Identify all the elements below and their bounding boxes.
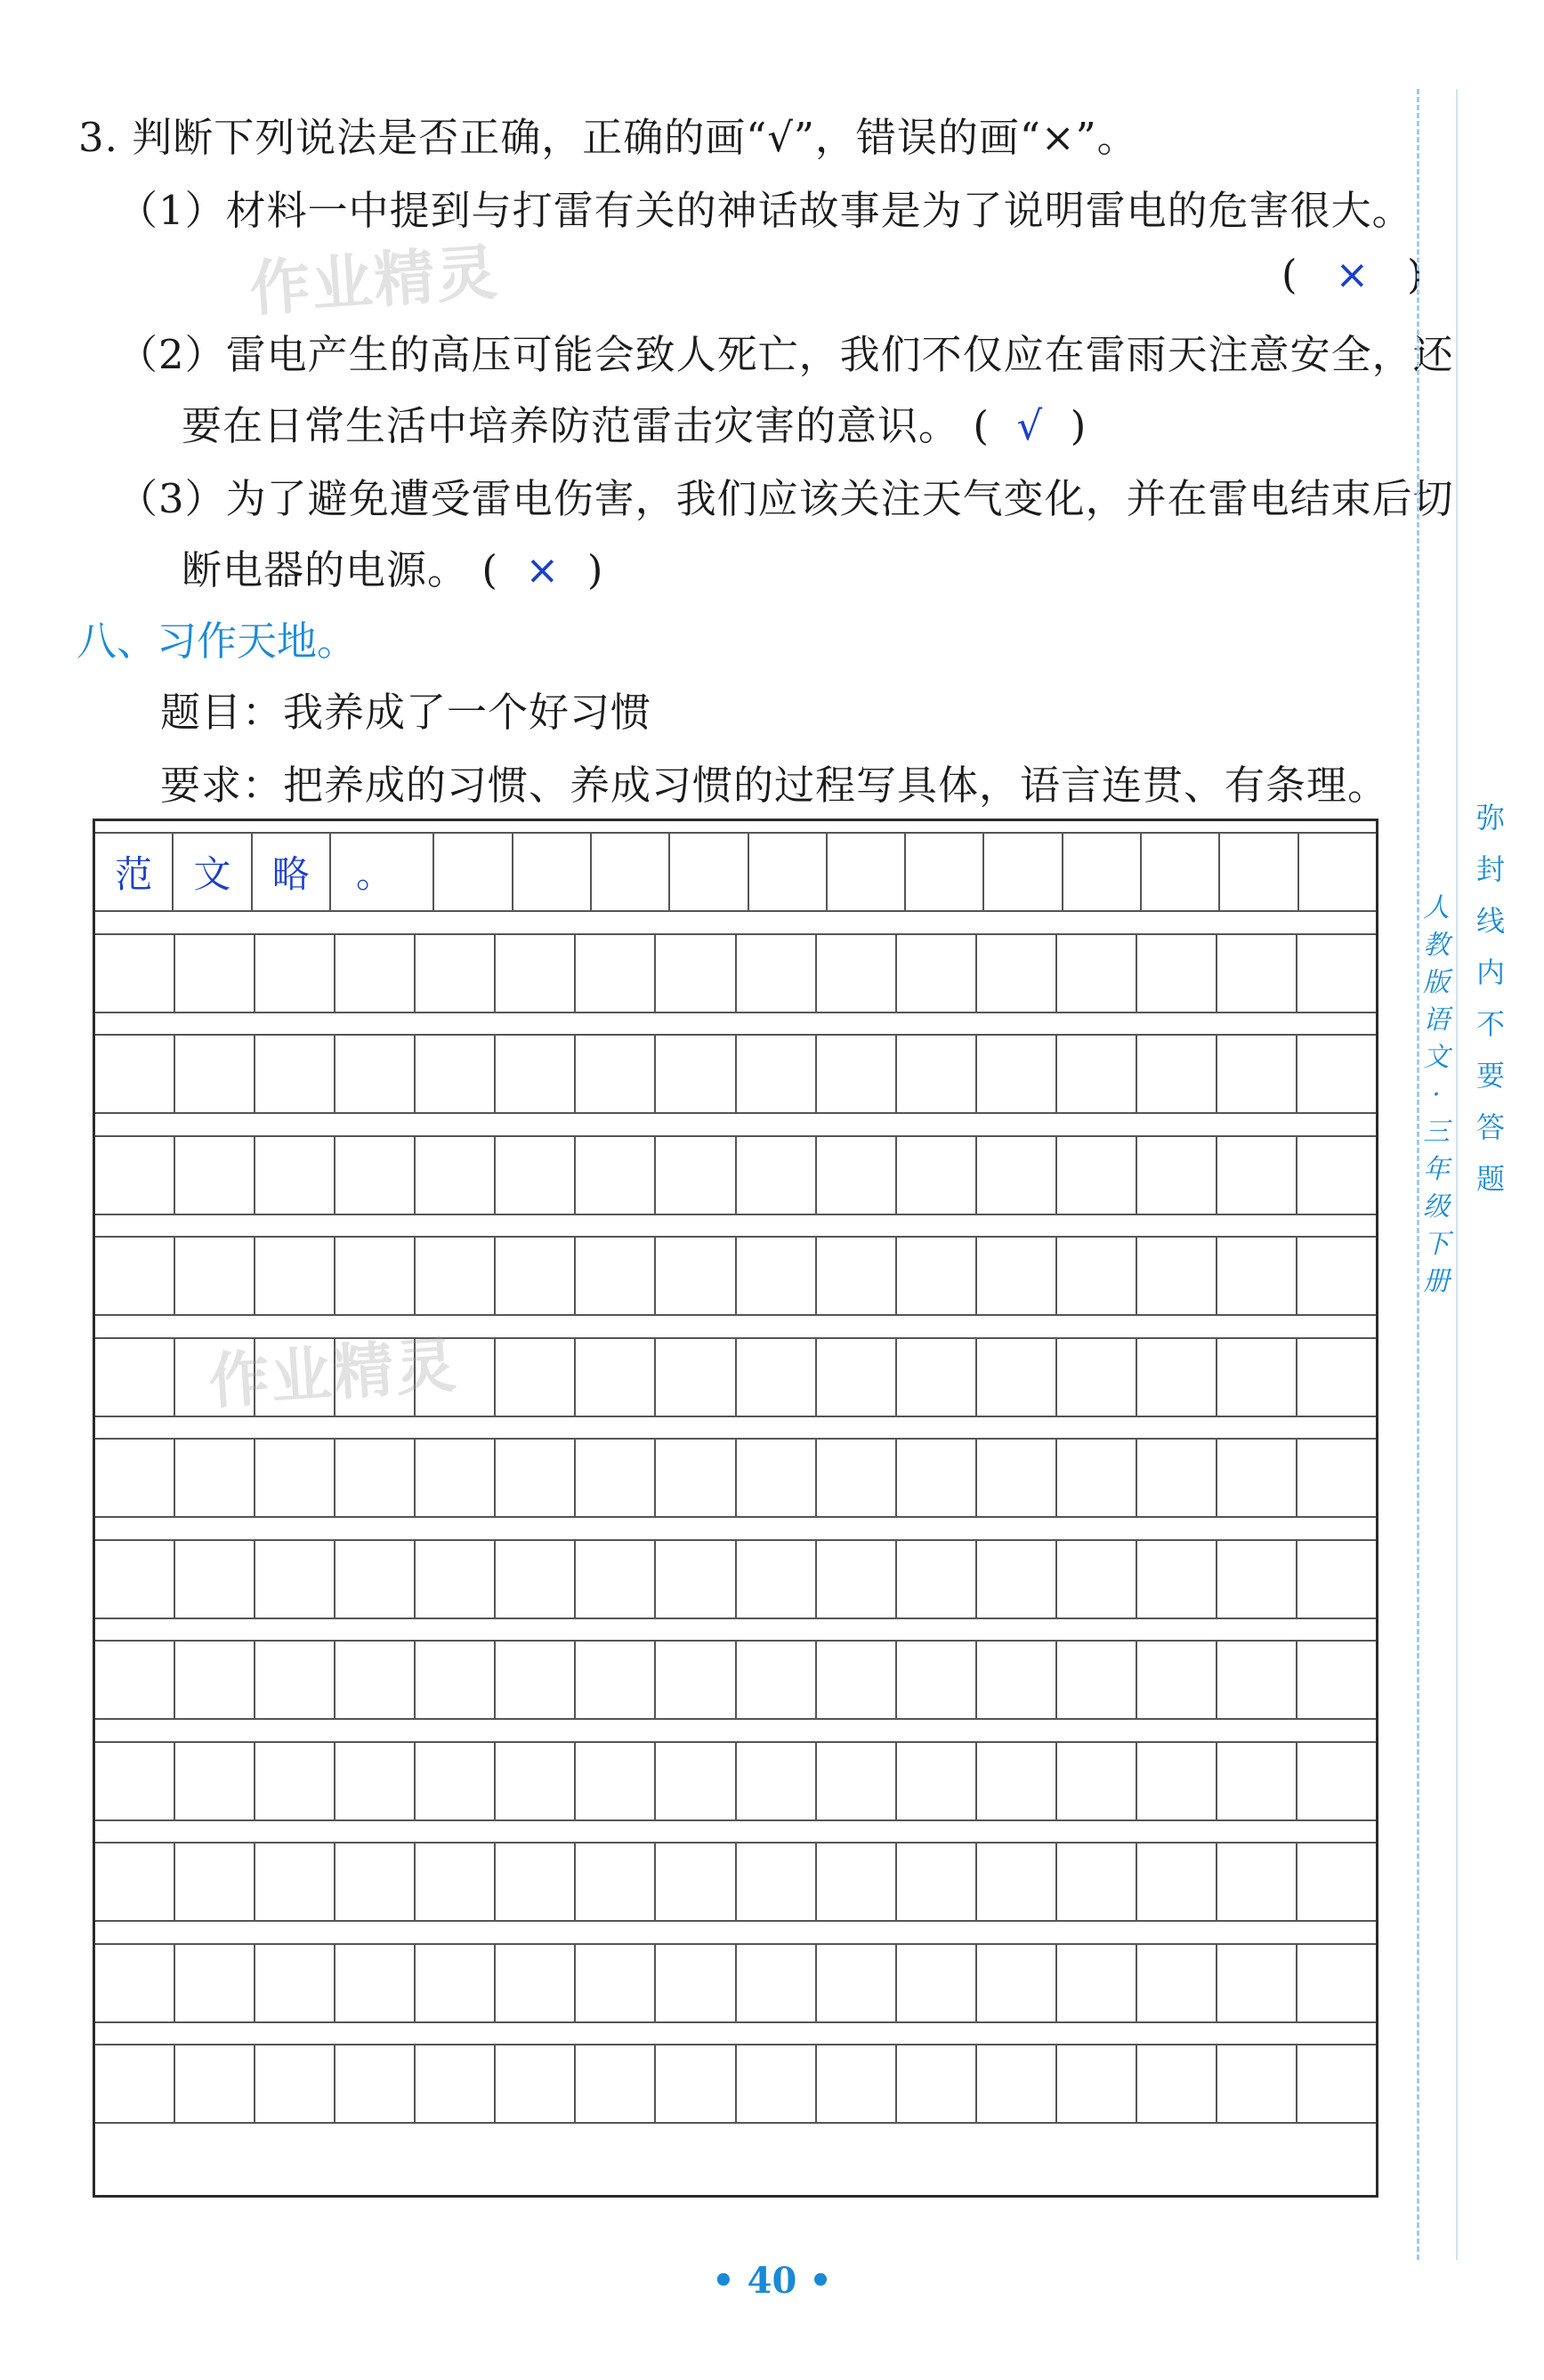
grid-cell[interactable] [1137,1137,1217,1214]
grid-cell[interactable] [1217,1238,1297,1314]
grid-cell[interactable] [977,1137,1057,1214]
grid-cell[interactable] [817,1137,897,1214]
grid-cell[interactable] [416,935,496,1012]
grid-cell[interactable] [737,1743,817,1819]
grid-cell[interactable] [496,2045,576,2122]
grid-cell[interactable] [977,2045,1057,2122]
grid-cell[interactable] [1217,1339,1297,1416]
grid-cell[interactable] [335,2045,416,2122]
grid-cell[interactable] [1137,1238,1217,1314]
grid-cell[interactable] [897,1440,977,1516]
grid-cell[interactable] [576,1238,656,1314]
grid-cell[interactable] [1297,2045,1376,2122]
grid-cell[interactable] [496,1440,576,1516]
book-char: 册 [1423,1266,1450,1297]
grid-cell[interactable] [737,1440,817,1516]
section8-heading: 八、习作天地。 [77,617,358,665]
grid-cell[interactable] [255,1036,335,1112]
grid-row [95,1438,1376,1518]
book-char: 级 [1423,1191,1450,1222]
grid-cell[interactable] [897,1843,977,1920]
grid-cell[interactable] [656,1541,736,1618]
grid-cell[interactable] [416,1137,496,1214]
grid-cell[interactable]: 范 [95,834,174,910]
grid-cell[interactable] [175,1238,255,1314]
grid-cell[interactable] [749,834,828,910]
grid-cell[interactable] [1297,1843,1376,1920]
grid-cell[interactable] [95,1137,175,1214]
grid-cell[interactable] [897,1339,977,1416]
grid-cell[interactable] [576,1440,656,1516]
seal-char: 内 [1475,956,1505,989]
grid-cell[interactable] [335,1137,416,1214]
book-info-vertical [1419,890,1454,1301]
grid-cell[interactable] [656,1945,736,2021]
grid-cell[interactable] [977,1541,1057,1618]
question3-item2-line1: （2）雷电产生的高压可能会致人死亡，我们不仅应在雷雨天注意安全，还 [117,331,1454,378]
grid-cell[interactable] [496,1238,576,1314]
grid-row [95,2044,1376,2124]
grid-cell[interactable] [1299,834,1376,910]
book-char: 年 [1423,1154,1450,1185]
grid-cell[interactable] [255,1743,335,1819]
seal-notice-vertical [1468,792,1513,1205]
grid-cell[interactable] [1057,1945,1137,2021]
grid-cell[interactable] [1137,1541,1217,1618]
grid-cell[interactable] [1217,2045,1297,2122]
grid-cell[interactable] [1057,1642,1137,1718]
grid-row [95,1034,1376,1114]
grid-cell[interactable] [977,1945,1057,2021]
grid-cell[interactable] [737,935,817,1012]
page-number: • 40 • [712,2260,832,2302]
grid-cell[interactable] [737,1036,817,1112]
seal-char: 答 [1475,1110,1505,1144]
seal-char: 线 [1475,904,1505,938]
watermark-middle: 作业精灵 [206,1330,460,1418]
grid-cell[interactable] [576,2045,656,2122]
grid-cell[interactable] [496,1743,576,1819]
grid-cell[interactable] [1057,1137,1137,1214]
grid-cell[interactable] [737,1945,817,2021]
grid-cell[interactable] [897,1541,977,1618]
grid-cell[interactable] [513,834,592,910]
grid-cell[interactable] [496,1843,576,1920]
grid-cell[interactable] [416,1743,496,1819]
book-char: 三 [1423,1117,1450,1148]
grid-cell[interactable] [1297,1036,1376,1112]
grid-cell[interactable] [496,1339,576,1416]
grid-row [95,1943,1376,2023]
grid-cell[interactable] [977,1339,1057,1416]
grid-cell[interactable] [1297,935,1376,1012]
grid-cell[interactable] [175,1541,255,1618]
grid-cell[interactable] [335,935,416,1012]
grid-cell[interactable] [496,1541,576,1618]
grid-cell[interactable] [576,1137,656,1214]
grid-cell[interactable] [977,1743,1057,1819]
grid-cell[interactable] [897,1743,977,1819]
grid-cell[interactable] [416,1843,496,1920]
grid-cell[interactable] [897,2045,977,2122]
grid-cell[interactable] [656,1843,736,1920]
grid-cell[interactable] [817,1238,897,1314]
grid-cell[interactable] [576,935,656,1012]
grid-cell[interactable] [496,1945,576,2021]
item2-answer: √ [1016,402,1044,449]
question3-item3-line2: 断电器的电源。 ( × ) [182,546,604,593]
grid-cell[interactable] [1217,1541,1297,1618]
grid-cell[interactable] [1217,1945,1297,2021]
seal-char: 要 [1475,1059,1505,1093]
grid-cell[interactable] [1217,1743,1297,1819]
grid-cell[interactable] [576,1843,656,1920]
grid-row [95,1135,1376,1215]
grid-cell[interactable] [175,2045,255,2122]
grid-cell[interactable] [95,1945,175,2021]
grid-cell[interactable] [1057,1339,1137,1416]
question3-title: 3. 判断下列说法是否正确，正确的画“√”，错误的画“×”。 [78,114,1138,161]
seal-char: 弥 [1475,801,1505,835]
grid-cell[interactable] [1297,1541,1376,1618]
grid-cell[interactable] [897,935,977,1012]
grid-cell[interactable] [576,1339,656,1416]
grid-cell[interactable] [1063,834,1142,910]
grid-cell[interactable] [335,1743,416,1819]
seal-line-solid [1456,89,1458,2260]
grid-cell[interactable] [576,1743,656,1819]
grid-cell[interactable] [335,1541,416,1618]
grid-cell[interactable] [1142,834,1220,910]
grid-cell[interactable] [95,1339,175,1416]
grid-cell[interactable] [95,1036,175,1112]
grid-cell[interactable] [817,2045,897,2122]
grid-cell[interactable] [255,1137,335,1214]
grid-cell[interactable] [977,935,1057,1012]
grid-cell[interactable] [1137,2045,1217,2122]
grid-cell[interactable]: 。 [331,834,434,910]
grid-cell[interactable] [175,1440,255,1516]
writing-grid[interactable] [93,819,1378,2198]
grid-cell[interactable] [897,1238,977,1314]
essay-requirement: 要求：把养成的习惯、养成习惯的过程写具体，语言连贯、有条理。 [160,762,1389,809]
grid-cell[interactable] [977,1642,1057,1718]
book-char: · [1432,1079,1441,1110]
grid-cell[interactable] [817,1541,897,1618]
grid-cell[interactable] [496,1036,576,1112]
grid-cell[interactable] [175,1743,255,1819]
grid-cell[interactable] [1057,2045,1137,2122]
grid-cell[interactable] [1057,935,1137,1012]
grid-cell[interactable] [95,1743,175,1819]
book-char: 人 [1423,892,1450,924]
grid-cell[interactable] [1297,1238,1376,1314]
grid-cell[interactable] [737,1137,817,1214]
grid-cell[interactable] [897,1036,977,1112]
grid-cell[interactable] [335,1238,416,1314]
grid-cell[interactable] [817,1036,897,1112]
grid-cell[interactable] [656,935,736,1012]
grid-cell[interactable] [817,935,897,1012]
grid-row [95,1842,1376,1922]
grid-cell[interactable] [1217,1137,1297,1214]
grid-cell[interactable] [255,1440,335,1516]
grid-cell[interactable] [656,1440,736,1516]
grid-row [95,1236,1376,1316]
book-char: 文 [1423,1042,1450,1073]
grid-cell[interactable] [897,1945,977,2021]
grid-cell[interactable] [576,1945,656,2021]
grid-cell[interactable] [1137,1339,1217,1416]
seal-char: 题 [1475,1162,1505,1196]
grid-cell[interactable] [656,1642,736,1718]
grid-cell[interactable] [496,935,576,1012]
grid-cell[interactable] [416,1541,496,1618]
grid-cell[interactable] [576,1642,656,1718]
grid-cell[interactable] [416,1238,496,1314]
item2-answer-paren: ( √ ) [973,402,1087,449]
grid-cell[interactable] [255,935,335,1012]
grid-cell[interactable] [656,1238,736,1314]
grid-cell[interactable] [1297,1339,1376,1416]
grid-cell[interactable] [1057,1238,1137,1314]
grid-cell[interactable] [828,834,906,910]
book-char: 语 [1423,1004,1450,1036]
grid-cell[interactable] [175,1945,255,2021]
grid-cell[interactable] [737,1843,817,1920]
grid-cell[interactable] [1057,1843,1137,1920]
grid-cell[interactable] [335,1945,416,2021]
grid-cell[interactable] [1057,1036,1137,1112]
book-char: 版 [1423,967,1450,998]
grid-cell[interactable] [496,1642,576,1718]
grid-cell[interactable] [1137,1036,1217,1112]
grid-cell[interactable] [335,1440,416,1516]
grid-cell[interactable] [592,834,670,910]
grid-cell[interactable] [335,1036,416,1112]
grid-row [95,832,1376,912]
grid-cell[interactable] [496,1137,576,1214]
grid-cell[interactable]: 略 [253,834,331,910]
grid-cell[interactable] [984,834,1063,910]
grid-cell[interactable] [1137,1440,1217,1516]
grid-cell[interactable] [434,834,513,910]
seal-char: 不 [1475,1007,1505,1041]
grid-row [95,1640,1376,1720]
grid-cell[interactable] [1297,1743,1376,1819]
grid-cell[interactable] [1057,1541,1137,1618]
grid-cell[interactable]: 文 [174,834,252,910]
book-char: 教 [1423,930,1450,961]
grid-row [95,933,1376,1013]
grid-cell[interactable] [255,1541,335,1618]
grid-cell[interactable] [95,1541,175,1618]
grid-cell[interactable] [656,1036,736,1112]
grid-row [95,1539,1376,1619]
grid-cell[interactable] [656,1743,736,1819]
grid-cell[interactable] [670,834,748,910]
grid-cell[interactable] [1137,1642,1217,1718]
question3-item2-line2: 要在日常生活中培养防范雷击灾害的意识。 ( √ ) [182,402,1087,449]
grid-cell[interactable] [656,1137,736,1214]
grid-cell[interactable] [1137,935,1217,1012]
grid-cell[interactable] [255,1642,335,1718]
grid-cell[interactable] [576,1036,656,1112]
grid-cell[interactable] [175,935,255,1012]
grid-cell[interactable] [1057,1743,1137,1819]
grid-cell[interactable] [255,2045,335,2122]
grid-cell[interactable] [335,1642,416,1718]
grid-cell[interactable] [175,1642,255,1718]
grid-cell[interactable] [416,2045,496,2122]
grid-cell[interactable] [737,1541,817,1618]
grid-cell[interactable] [416,1642,496,1718]
grid-cell[interactable] [1137,1743,1217,1819]
question3-item1: （1）材料一中提到与打雷有关的神话故事是为了说明雷电的危害很大。 [117,187,1413,234]
grid-cell[interactable] [1217,1642,1297,1718]
grid-cell[interactable] [1057,1440,1137,1516]
grid-cell[interactable] [817,1843,897,1920]
grid-cell[interactable] [416,1440,496,1516]
grid-cell[interactable] [977,1843,1057,1920]
seal-char: 封 [1475,852,1505,886]
grid-cell[interactable] [817,1945,897,2021]
grid-cell[interactable] [1297,1137,1376,1214]
grid-cell[interactable] [1217,1036,1297,1112]
grid-cell[interactable] [656,1339,736,1416]
grid-cell[interactable] [1297,1945,1376,2021]
grid-cell[interactable] [416,1945,496,2021]
grid-cell[interactable] [1217,1440,1297,1516]
grid-cell[interactable] [977,1440,1057,1516]
grid-cell[interactable] [255,1945,335,2021]
grid-cell[interactable] [1137,1843,1217,1920]
watermark-top: 作业精灵 [247,238,501,326]
grid-cell[interactable] [416,1036,496,1112]
item3-answer-paren: ( × ) [481,546,604,593]
grid-cell[interactable] [255,1238,335,1314]
grid-cell[interactable] [175,1843,255,1920]
grid-cell[interactable] [977,1238,1057,1314]
grid-cell[interactable] [737,1238,817,1314]
question3-item3-line1: （3）为了避免遭受雷电伤害，我们应该关注天气变化，并在雷电结束后切 [117,475,1454,522]
grid-cell[interactable] [817,1339,897,1416]
grid-cell[interactable] [817,1440,897,1516]
grid-cell[interactable] [1297,1440,1376,1516]
grid-row [95,1741,1376,1821]
grid-cell[interactable] [737,1339,817,1416]
grid-cell[interactable] [95,1642,175,1718]
item1-answer-paren: ( × ) [1281,251,1423,298]
grid-cell[interactable] [817,1743,897,1819]
grid-cell[interactable] [335,1843,416,1920]
grid-cell[interactable] [175,1137,255,1214]
item1-answer: × [1335,251,1370,298]
grid-cell[interactable] [576,1541,656,1618]
grid-cell[interactable] [95,935,175,1012]
grid-cell[interactable] [1137,1945,1217,2021]
grid-cell[interactable] [737,2045,817,2122]
grid-cell[interactable] [95,2045,175,2122]
grid-cell[interactable] [656,2045,736,2122]
item3-answer: × [525,546,561,593]
essay-topic: 题目：我养成了一个好习惯 [160,689,652,736]
grid-cell[interactable] [977,1036,1057,1112]
grid-cell[interactable] [906,834,984,910]
grid-cell[interactable] [1297,1642,1376,1718]
grid-cell[interactable] [255,1843,335,1920]
grid-cell[interactable] [175,1036,255,1112]
grid-cell[interactable] [95,1238,175,1314]
grid-cell[interactable] [95,1440,175,1516]
book-char: 下 [1423,1229,1450,1260]
grid-cell[interactable] [897,1137,977,1214]
grid-cell[interactable] [1217,1843,1297,1920]
grid-cell[interactable] [95,1843,175,1920]
grid-cell[interactable] [897,1642,977,1718]
grid-cell[interactable] [1220,834,1298,910]
grid-cell[interactable] [817,1642,897,1718]
grid-cell[interactable] [1217,935,1297,1012]
grid-cell[interactable] [737,1642,817,1718]
